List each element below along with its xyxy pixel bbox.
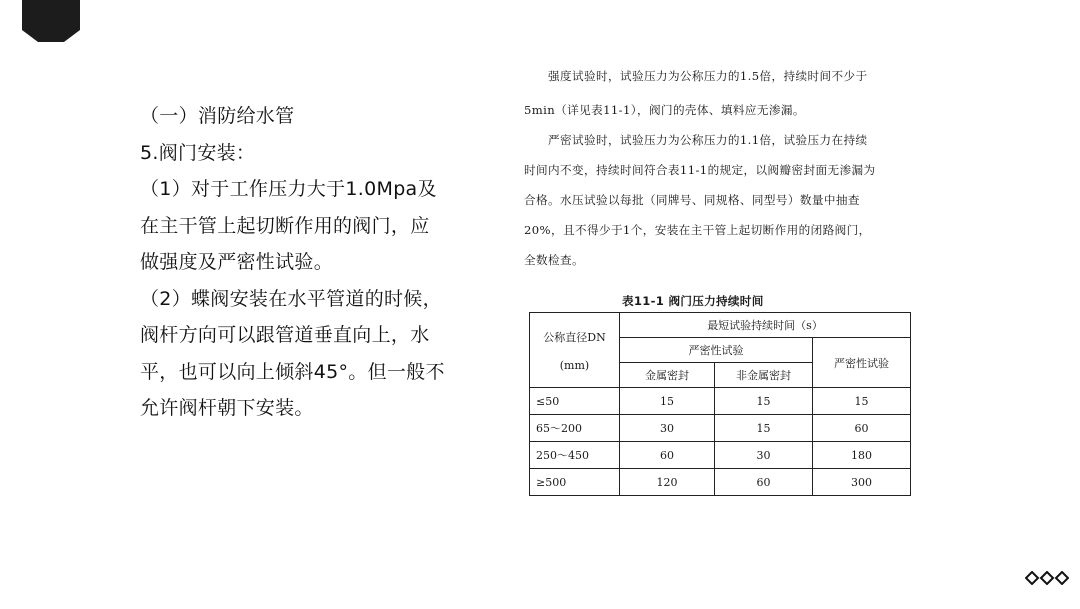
body-line: （2）蝶阀安装在水平管道的时候， [140, 287, 442, 310]
header-nominal-diameter [530, 313, 620, 388]
header-dn-unit: (mm) [559, 358, 590, 372]
diamond-chain-icon [1025, 571, 1069, 585]
cell-dn: 65～200 [530, 415, 620, 442]
body-line: （1）对于工作压力大于1.0Mpa及 [140, 178, 437, 200]
body-line: 允许阀杆朝下安装。 [140, 397, 314, 419]
cell-strength: 15 [813, 388, 911, 415]
header-metal-seal: 金属密封 [620, 363, 715, 388]
scan-text-line: 合格。水压试验以每批（同牌号、同规格、同型号）数量中抽查 [524, 193, 860, 207]
cell-nonmetal: 15 [715, 415, 813, 442]
cell-metal: 15 [620, 388, 715, 415]
cell-strength: 180 [813, 442, 911, 469]
header-nonmetal-seal: 非金属密封 [715, 363, 813, 388]
table-row [530, 442, 911, 469]
table-row [530, 388, 911, 415]
body-line: 做强度及严密性试验。 [140, 251, 334, 273]
valve-pressure-duration-table [529, 312, 911, 496]
corner-hexagon-badge [22, 0, 80, 42]
cell-dn: ≥500 [530, 469, 620, 496]
cell-metal: 60 [620, 442, 715, 469]
cell-dn: ≤50 [530, 388, 620, 415]
table-row [530, 415, 911, 442]
cell-dn: 250～450 [530, 442, 620, 469]
body-line: 阀杆方向可以跟管道垂直向上，水 [140, 324, 430, 346]
header-min-duration: 最短试验持续时间（s） [620, 313, 911, 338]
cell-nonmetal: 60 [715, 469, 813, 496]
body-line: 在主干管上起切断作用的阀门，应 [140, 214, 430, 237]
scan-text-line: 严密试验时，试验压力为公称压力的1.1倍，试验压力在持续 [548, 133, 868, 147]
body-line: 平，也可以向上倾斜45°。但一般不 [140, 360, 445, 383]
cell-nonmetal: 30 [715, 442, 813, 469]
header-tightness-test: 严密性试验 [620, 338, 813, 363]
table-row [530, 469, 911, 496]
cell-nonmetal: 15 [715, 388, 813, 415]
header-strength-test: 严密性试验 [813, 338, 911, 388]
cell-strength: 60 [813, 415, 911, 442]
cell-strength: 300 [813, 469, 911, 496]
header-dn-label: 公称直径DN [543, 330, 606, 344]
scan-text-line: 时间内不变，持续时间符合表11-1的规定，以阀瓣密封面无渗漏为 [524, 163, 876, 177]
cell-metal: 30 [620, 415, 715, 442]
scan-text-line: 20%，且不得少于1个，安装在主干管上起切断作用的闭路阀门， [524, 223, 871, 237]
slide-body-text [140, 98, 470, 427]
scan-text-line: 全数检查。 [524, 253, 584, 267]
table-title: 表11-1 阀门压力持续时间 [622, 294, 764, 308]
subsection-heading: 5.阀门安装： [140, 141, 256, 164]
cell-metal: 120 [620, 469, 715, 496]
section-heading: （一）消防给水管 [140, 105, 295, 127]
scan-text-line: 强度试验时，试验压力为公称压力的1.5倍，持续时间不少于 [548, 69, 868, 83]
scan-text-line: 5min（详见表11-1），阀门的壳体、填料应无渗漏。 [524, 103, 805, 117]
scanned-document-excerpt [515, 62, 925, 512]
